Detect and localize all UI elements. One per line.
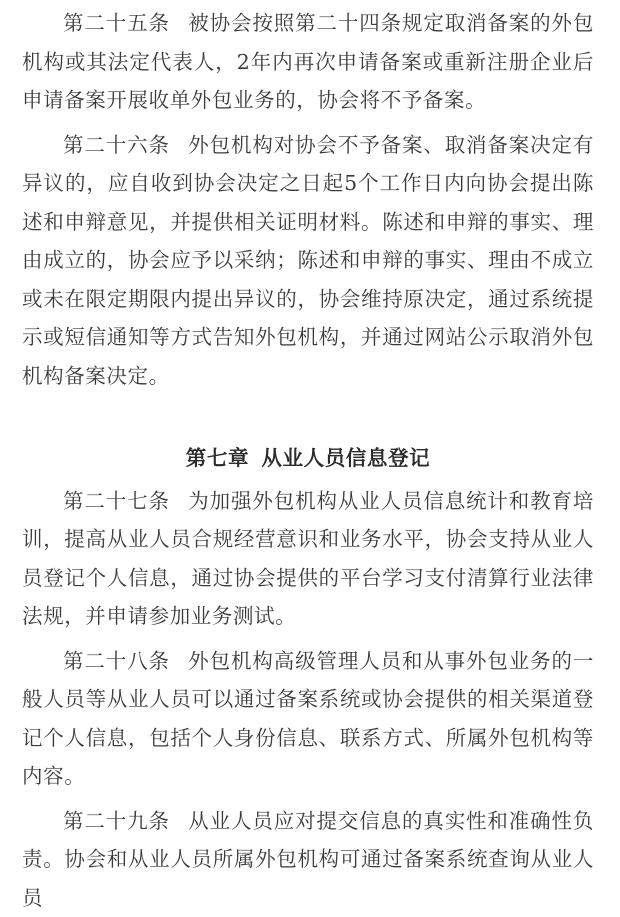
article-number: 第二十八条 [63, 649, 170, 673]
article-text: 外包机构对协会不予备案、取消备案决定有异议的，应自收到协会决定之日起5个工作日内向协会提出陈述和申辩意见，并提供相关证明材料。陈述和申辩的事实、理由成立的，协会应予以采纳；陈述和申辩的事实、理由不成立或未在限定期限内提出异议的，协会维持原决定，通过系统提示或短信通知等方式告知外包机构，并通过网站公示取消外包机构备案决定。 [22, 133, 594, 388]
chapter-heading [22, 439, 594, 478]
article-number: 第二十六条 [63, 133, 170, 157]
article-25 [22, 4, 594, 120]
article-26 [22, 126, 594, 396]
article-number: 第二十五条 [63, 11, 170, 35]
article-text: 外包机构高级管理人员和从事外包业务的一般人员等从业人员可以通过备案系统或协会提供的相关渠道登记个人信息，包括个人身份信息、联系方式、所属外包机构等内容。 [22, 649, 594, 789]
chapter-title: 从业人员信息登记 [261, 446, 430, 470]
article-28 [22, 642, 594, 796]
article-27 [22, 482, 594, 636]
article-number: 第二十七条 [63, 489, 170, 513]
article-text: 从业人员应对提交信息的真实性和准确性负责。协会和从业人员所属外包机构可通过备案系统查询从业人员 [22, 809, 594, 910]
article-29 [22, 802, 594, 917]
article-text: 被协会按照第二十四条规定取消备案的外包机构或其法定代表人，2年内再次申请备案或重新注册企业后申请备案开展收单外包业务的，协会将不予备案。 [22, 11, 594, 112]
article-text: 为加强外包机构从业人员信息统计和教育培训，提高从业人员合规经营意识和业务水平，协会支持从业人员登记个人信息，通过协会提供的平台学习支付清算行业法律法规，并申请参加业务测试。 [22, 489, 594, 629]
article-number: 第二十九条 [63, 809, 170, 833]
chapter-number: 第七章 [186, 446, 249, 470]
